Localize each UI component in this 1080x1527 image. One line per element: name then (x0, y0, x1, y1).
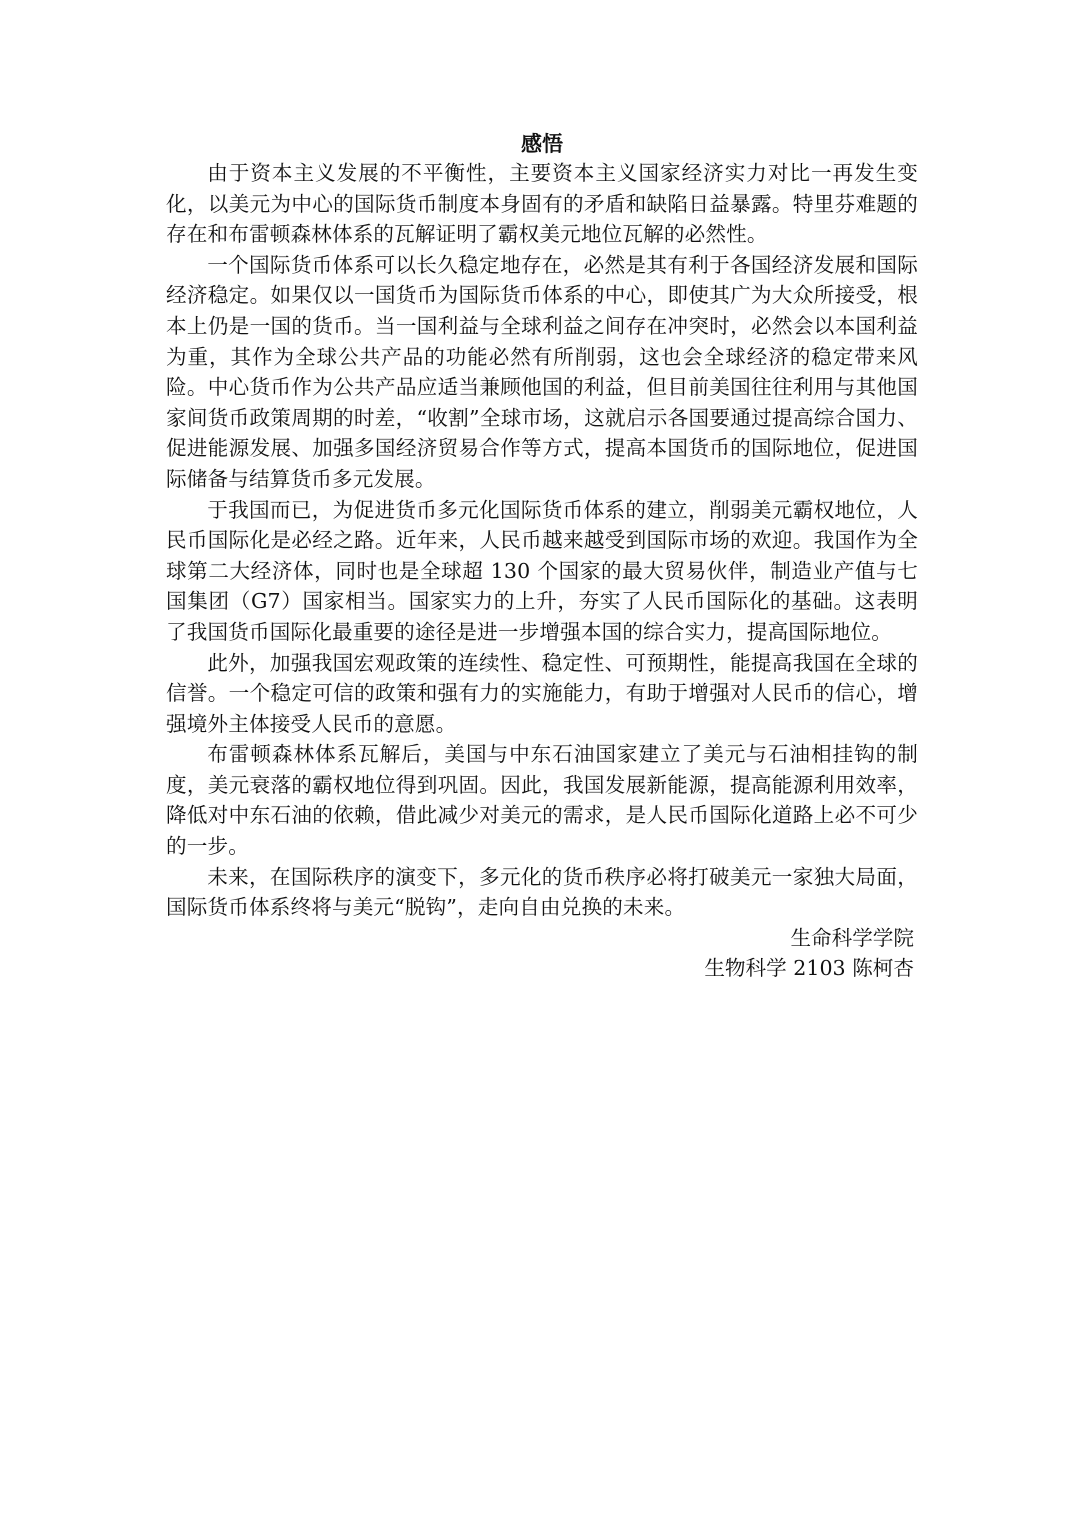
paragraph-5: 布雷顿森林体系瓦解后，美国与中东石油国家建立了美元与石油相挂钩的制度，美元衰落的霸权地位得到巩固。因此，我国发展新能源，提高能源利用效率，降低对中东石油的依赖，借此减少对美元的需求，是人民币国际化道路上必不可少的一步。 (166, 742, 918, 859)
signature-department: 生命科学学院 (790, 925, 914, 950)
signature-author: 生物科学 2103 陈柯杏 (704, 956, 914, 981)
paragraph-2: 一个国际货币体系可以长久稳定地存在，必然是其有利于各国经济发展和国际经济稳定。如果仅以一国货币为国际货币体系的中心，即使其广为大众所接受，根本上仍是一国的货币。当一国利益与全球利益之间存在冲突时，必然会以本国利益为重，其作为全球公共产品的功能必然有所削弱，这也会全球经济的稳定带来风险。中心货币作为公共产品应适当兼顾他国的利益，但目前美国往往利用与其他国家间货币政策周期的时差，“收割”全球市场，这就启示各国要通过提高综合国力、促进能源发展、加强多国经济贸易合作等方式，提高本国货币的国际地位，促进国际储备与结算货币多元发展。 (166, 252, 918, 491)
signature-block (166, 923, 918, 984)
paragraph-6: 未来，在国际秩序的演变下，多元化的货币秩序必将打破美元一家独大局面，国际货币体系终将与美元“脱钩”，走向自由兑换的未来。 (166, 864, 918, 920)
paragraph-1: 由于资本主义发展的不平衡性，主要资本主义国家经济实力对比一再发生变化，以美元为中心的国际货币制度本身固有的矛盾和缺陷日益暴露。特里芬难题的存在和布雷顿森林体系的瓦解证明了霸权美元地位瓦解的必然性。 (166, 161, 918, 247)
page-title: 感悟 (521, 131, 563, 156)
paragraph-3: 于我国而已，为促进货币多元化国际货币体系的建立，削弱美元霸权地位，人民币国际化是必经之路。近年来，人民币越来越受到国际市场的欢迎。我国作为全球第二大经济体，同时也是全球超 130 个国家的最大贸易伙伴，制造业产值与七国集团（G7）国家相当。国家实力的上升，夯实了人民币国际化的基础。这表明了我国货币国际化最重要的途径是进一步增强本国的综合实力，提高国际地位。 (166, 497, 918, 644)
paragraph-4: 此外，加强我国宏观政策的连续性、稳定性、可预期性，能提高我国在全球的信誉。一个稳定可信的政策和强有力的实施能力，有助于增强对人民币的信心，增强境外主体接受人民币的意愿。 (166, 650, 918, 736)
document-body (166, 130, 918, 984)
